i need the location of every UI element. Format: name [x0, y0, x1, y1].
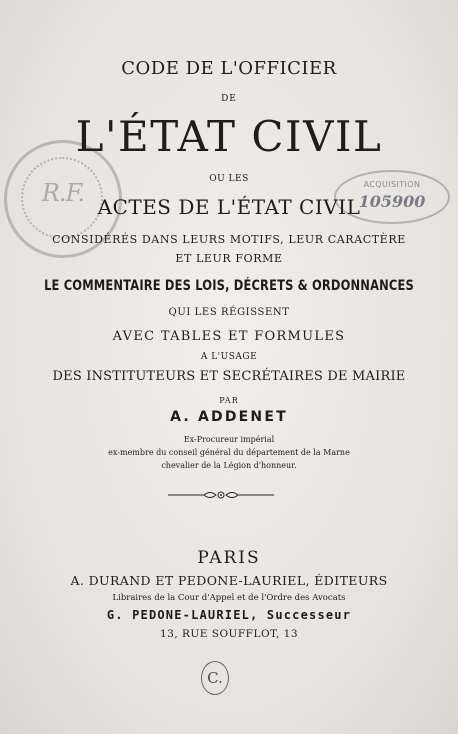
imprint-address: 13, RUE SOUFFLOT, 13: [159, 628, 299, 640]
imprint-publisher-sub: Libraires de la Cour d'Appel et de l'Ordre des Avocats: [112, 593, 346, 603]
subtitle-usage: A L'USAGE: [200, 352, 258, 362]
author-title: ex-membre du conseil général du département de la Marne: [108, 448, 350, 457]
imprint-successor: G. PEDONE-LAURIEL, Successeur: [106, 608, 352, 622]
subtitle-considered: CONSIDÉRÉS DANS LEURS MOTIFS, LEUR CARACTÈRE: [52, 233, 406, 246]
acquisition-number: 105900: [358, 192, 426, 211]
main-title: L'ÉTAT CIVIL: [75, 112, 383, 161]
acquisition-label: ACQUISITION: [363, 180, 421, 189]
author-title: Ex-Procureur impérial: [183, 435, 275, 444]
imprint-city: PARIS: [197, 548, 261, 568]
subtitle-regissent: QUI LES RÉGISSENT: [168, 307, 290, 318]
stamp-left-mark: R.F.: [41, 179, 85, 207]
title-connector-de: DE: [221, 94, 237, 104]
subtitle-actes: ACTES DE L'ÉTAT CIVIL: [97, 195, 361, 219]
code-title: CODE DE L'OFFICIER: [121, 58, 337, 79]
author-connector-par: PAR: [219, 396, 239, 405]
title-connector-ou-les: OU LES: [209, 174, 249, 184]
subtitle-forme: ET LEUR FORME: [175, 252, 283, 265]
subtitle-audience: DES INSTITUTEURS ET SECRÉTAIRES DE MAIRIE: [52, 369, 406, 384]
author-name: A. ADDENET: [170, 409, 288, 425]
author-title: chevalier de la Légion d'honneur.: [161, 461, 297, 470]
ornament-divider-icon: [166, 488, 276, 502]
imprint-publisher: A. DURAND ET PEDONE-LAURIEL, ÉDITEURS: [70, 573, 388, 588]
subtitle-tables: AVEC TABLES ET FORMULES: [112, 329, 346, 344]
copyright-stamp: C.: [201, 661, 229, 695]
subtitle-commentaire: LE COMMENTAIRE DES LOIS, DÉCRETS & ORDONNANCES: [44, 278, 414, 294]
